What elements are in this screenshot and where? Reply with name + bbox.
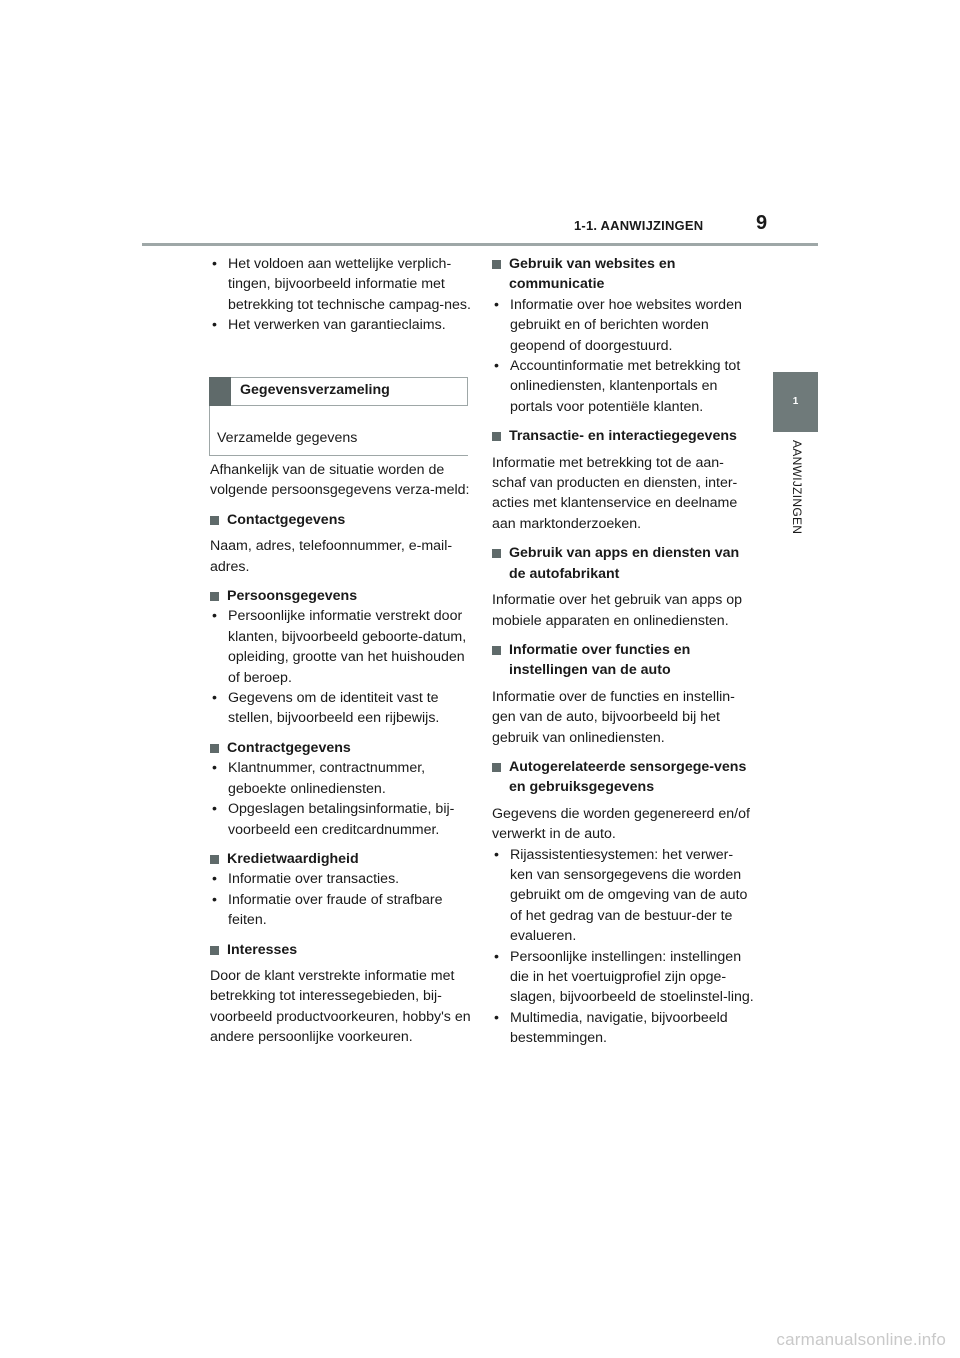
square-bullet-icon: [492, 646, 501, 655]
heading-contractgegevens: Contractgegevens: [210, 738, 472, 758]
list-item: • Het verwerken van garantieclaims.: [210, 315, 472, 335]
list-item: • Rijassistentiesystemen: het verwer-ken van sensorgegevens die worden gebruikt om de omgeving van de auto of het gedrag van de bestuur-der te evalueren.: [494, 846, 748, 945]
bullet-icon: •: [212, 891, 217, 908]
box-marker: [209, 377, 231, 406]
list-item: • Multimedia, navigatie, bijvoorbeeld bestemmingen.: [494, 1009, 728, 1047]
square-bullet-icon: [210, 592, 219, 601]
heading-sensor: Autogerelateerde sensorgege-vens en gebruiksgegevens: [492, 757, 754, 798]
list-item: • Informatie over fraude of strafbare feiten.: [212, 891, 443, 929]
apps-text: Informatie over het gebruik van apps op mobiele apparaten en onlinediensten.: [492, 592, 743, 629]
watermark: carmanualsonline.info: [776, 1330, 946, 1349]
page-number: 9: [756, 212, 768, 234]
list-item: • Persoonlijke informatie verstrekt door klanten, bijvoorbeeld geboorte-datum, opleiding, grootte van het huishouden of beroep.: [212, 608, 467, 686]
heading-contactgegevens: Contactgegevens: [210, 510, 472, 530]
heading-kredietwaardigheid: Kredietwaardigheid: [210, 849, 472, 869]
bullet-icon: •: [212, 317, 217, 334]
square-bullet-icon: [492, 763, 501, 772]
heading-interesses: Interesses: [210, 940, 472, 960]
bullet-icon: •: [212, 801, 217, 818]
square-bullet-icon: [492, 260, 501, 269]
heading-persoonsgegevens: Persoonsgegevens: [210, 586, 472, 606]
bullet-icon: •: [494, 846, 499, 863]
bullet-icon: •: [212, 871, 217, 888]
list-item: • Informatie over transacties.: [210, 869, 472, 889]
sensor-text: Gegevens die worden gegenereerd en/of verwerkt in de auto.: [492, 805, 750, 843]
list-item: • Het voldoen aan wettelijke verplich-tingen, bijvoorbeeld informatie met betrekking tot technische campag-nes.: [212, 256, 471, 313]
heading-websites: Gebruik van websites en communicatie: [492, 254, 754, 295]
bullet-icon: •: [212, 256, 217, 272]
heading-apps: Gebruik van apps en diensten van de autofabrikant: [492, 543, 754, 584]
list-item: • Klantnummer, contractnummer, geboekte onlinediensten.: [212, 760, 426, 797]
bullet-icon: •: [212, 608, 217, 625]
interesses-text: Door de klant verstrekte informatie met betrekking tot interessegebieden, bij-voorbeeld productvoorkeuren, hobby's en andere persoonlijke voorkeuren.: [210, 967, 471, 1046]
list-item: • Accountinformatie met betrekking tot onlinediensten, klantenportals en portals voor potentiële klanten.: [494, 358, 741, 415]
list-item: • Opgeslagen betalingsinformatie, bij-voorbeeld een creditcardnummer.: [212, 801, 455, 838]
bullet-icon: •: [494, 358, 499, 375]
left-column: [210, 460, 472, 1048]
header-rule: [142, 243, 818, 246]
functies-text: Informatie over de functies en instellin-gen van de auto, bijvoorbeeld bij het gebruik van onlinediensten.: [492, 688, 735, 746]
right-column: [492, 254, 754, 1049]
chapter-side-label: AANWIJZINGEN: [790, 440, 804, 535]
heading-functies: Informatie over functies en instellingen van de auto: [492, 640, 754, 681]
square-bullet-icon: [210, 855, 219, 864]
bullet-icon: •: [494, 948, 499, 965]
contact-text: Naam, adres, telefoonnummer, e-mail-adres.: [210, 538, 453, 575]
square-bullet-icon: [210, 744, 219, 753]
square-bullet-icon: [210, 946, 219, 955]
transactie-text: Informatie met betrekking tot de aan-schaf van producten en diensten, inter-acties met klantenservice en deelname aan marktonderzoeken.: [492, 454, 738, 532]
bullet-icon: •: [494, 296, 499, 313]
chapter-tab[interactable]: 1: [773, 372, 818, 432]
heading-transactie: Transactie- en interactiegegevens: [492, 426, 754, 446]
list-item: • Persoonlijke instellingen: instellingen die in het voertuigprofiel zijn opge-slagen, bijvoorbeeld de stoelinstel-ling.: [494, 948, 754, 1006]
left-top-bullets: [210, 254, 472, 336]
square-bullet-icon: [210, 516, 219, 525]
intro-text: Afhankelijk van de situatie worden de volgende persoonsgegevens verza-meld:: [210, 462, 470, 499]
section-box-subtitle: [209, 406, 468, 456]
bullet-icon: •: [212, 690, 217, 707]
box-title: Gegevensverzameling: [240, 382, 390, 398]
section-box-header: [209, 377, 468, 406]
list-item: • Informatie over hoe websites worden gebruikt en of berichten worden geopend of doorgestuurd.: [494, 296, 742, 354]
bullet-icon: •: [494, 1009, 499, 1026]
bullet-icon: •: [212, 760, 217, 777]
box-subtitle-text: Verzamelde gegevens: [217, 430, 358, 446]
square-bullet-icon: [492, 549, 501, 558]
list-item: • Gegevens om de identiteit vast te stellen, bijvoorbeeld een rijbewijs.: [212, 690, 440, 727]
section-title: 1-1. AANWIJZINGEN: [574, 218, 704, 233]
square-bullet-icon: [492, 432, 501, 441]
